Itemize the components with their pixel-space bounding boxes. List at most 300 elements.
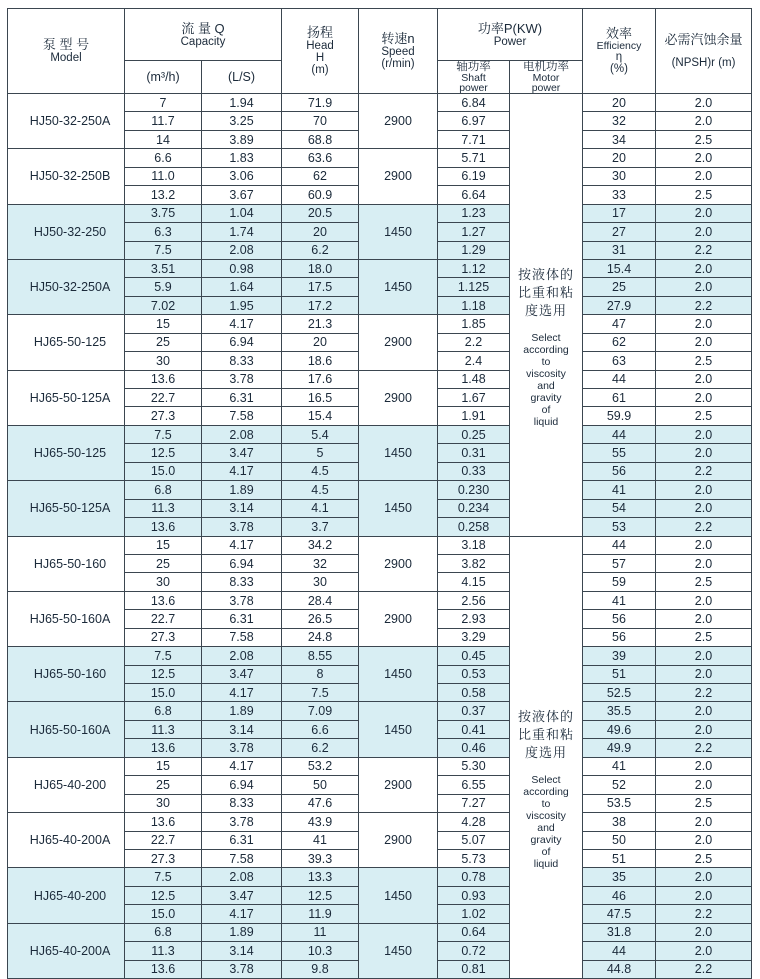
head-cell: 4.1 bbox=[282, 499, 359, 517]
model-cell: HJ65-50-160A bbox=[8, 591, 125, 646]
npsh-cell: 2.0 bbox=[656, 702, 752, 720]
table-row bbox=[8, 481, 752, 499]
capacity-m3h-cell: 15.0 bbox=[125, 684, 202, 702]
shaft-power-cell: 1.91 bbox=[438, 407, 510, 425]
shaft-power-cell: 6.19 bbox=[438, 167, 510, 185]
table-row bbox=[8, 813, 752, 831]
npsh-cell: 2.0 bbox=[656, 923, 752, 941]
speed-header-unit: (r/min) bbox=[381, 58, 415, 70]
head-header bbox=[282, 9, 359, 94]
npsh-cell: 2.0 bbox=[656, 204, 752, 222]
capacity-m3h-cell: 27.3 bbox=[125, 849, 202, 867]
note-en-line: gravity bbox=[530, 391, 562, 404]
npsh-cell: 2.5 bbox=[656, 130, 752, 148]
npsh-cell: 2.5 bbox=[656, 186, 752, 204]
shaft-power-cell: 0.41 bbox=[438, 720, 510, 738]
efficiency-cell: 63 bbox=[583, 352, 656, 370]
capacity-ls-cell: 4.17 bbox=[202, 462, 282, 480]
efficiency-header-cn: 效率 bbox=[605, 26, 632, 41]
efficiency-cell: 49.6 bbox=[583, 720, 656, 738]
note-en-line: to bbox=[541, 355, 551, 368]
npsh-cell: 2.0 bbox=[656, 813, 752, 831]
efficiency-cell: 32 bbox=[583, 112, 656, 130]
capacity-m3h-cell: 11.3 bbox=[125, 942, 202, 960]
capacity-m3h-cell: 22.7 bbox=[125, 831, 202, 849]
capacity-ls-cell: 3.47 bbox=[202, 886, 282, 904]
capacity-ls-cell: 1.94 bbox=[202, 94, 282, 112]
npsh-cell: 2.0 bbox=[656, 776, 752, 794]
capacity-header-en: Capacity bbox=[180, 35, 226, 48]
power-header-en: Power bbox=[493, 35, 527, 48]
npsh-cell: 2.0 bbox=[656, 370, 752, 388]
note-en-line: of bbox=[541, 846, 551, 859]
shaft-power-cell: 4.28 bbox=[438, 813, 510, 831]
efficiency-cell: 35 bbox=[583, 868, 656, 886]
capacity-m3h-cell: 22.7 bbox=[125, 389, 202, 407]
efficiency-cell: 59.9 bbox=[583, 407, 656, 425]
npsh-cell: 2.0 bbox=[656, 831, 752, 849]
shaft-power-cell: 1.67 bbox=[438, 389, 510, 407]
npsh-cell: 2.0 bbox=[656, 536, 752, 554]
capacity-m3h-cell: 12.5 bbox=[125, 886, 202, 904]
speed-cell: 1450 bbox=[359, 702, 438, 757]
npsh-cell: 2.0 bbox=[656, 259, 752, 277]
efficiency-cell: 39 bbox=[583, 647, 656, 665]
head-cell: 4.5 bbox=[282, 462, 359, 480]
npsh-cell: 2.0 bbox=[656, 389, 752, 407]
shaft-power-cell: 2.2 bbox=[438, 333, 510, 351]
efficiency-cell: 53.5 bbox=[583, 794, 656, 812]
shaft-power-cell: 0.93 bbox=[438, 886, 510, 904]
head-cell: 18.6 bbox=[282, 352, 359, 370]
head-cell: 21.3 bbox=[282, 315, 359, 333]
npsh-cell: 2.0 bbox=[656, 278, 752, 296]
head-cell: 20.5 bbox=[282, 204, 359, 222]
table-row bbox=[8, 149, 752, 167]
npsh-cell: 2.2 bbox=[656, 518, 752, 536]
capacity-m3h-cell: 7.02 bbox=[125, 296, 202, 314]
capacity-m3h-cell: 27.3 bbox=[125, 407, 202, 425]
head-cell: 63.6 bbox=[282, 149, 359, 167]
shaft-power-cell: 6.55 bbox=[438, 776, 510, 794]
shaft-power-cell: 0.72 bbox=[438, 942, 510, 960]
npsh-header-en: (NPSH)r (m) bbox=[671, 57, 736, 69]
head-cell: 26.5 bbox=[282, 610, 359, 628]
capacity-ls-cell: 3.47 bbox=[202, 444, 282, 462]
table-row bbox=[8, 868, 752, 886]
capacity-ls-cell: 3.78 bbox=[202, 739, 282, 757]
efficiency-cell: 34 bbox=[583, 130, 656, 148]
head-header-cn: 扬程 bbox=[306, 25, 333, 40]
motor-power-header bbox=[510, 61, 583, 94]
capacity-ls-cell: 3.47 bbox=[202, 665, 282, 683]
capacity-ls-cell: 3.78 bbox=[202, 591, 282, 609]
capacity-m3h-cell: 13.6 bbox=[125, 370, 202, 388]
note-en-line: Select bbox=[531, 331, 561, 344]
model-header-en: Model bbox=[50, 52, 82, 64]
capacity-ls-cell: 3.06 bbox=[202, 167, 282, 185]
npsh-cell: 2.0 bbox=[656, 167, 752, 185]
capacity-m3h-cell: 6.8 bbox=[125, 702, 202, 720]
efficiency-cell: 27.9 bbox=[583, 296, 656, 314]
head-cell: 17.2 bbox=[282, 296, 359, 314]
table-row bbox=[8, 647, 752, 665]
shaft-power-cell: 1.02 bbox=[438, 905, 510, 923]
capacity-m3h-cell: 14 bbox=[125, 130, 202, 148]
capacity-m3h-cell: 11.0 bbox=[125, 167, 202, 185]
efficiency-cell: 31 bbox=[583, 241, 656, 259]
capacity-ls-cell: 0.98 bbox=[202, 259, 282, 277]
capacity-m3h-cell: 25 bbox=[125, 554, 202, 572]
capacity-ls-cell: 7.58 bbox=[202, 849, 282, 867]
capacity-ls-cell: 3.25 bbox=[202, 112, 282, 130]
capacity-ls-cell: 6.31 bbox=[202, 610, 282, 628]
capacity-m3h-cell: 13.6 bbox=[125, 518, 202, 536]
shaft-power-cell: 2.4 bbox=[438, 352, 510, 370]
table-row bbox=[8, 591, 752, 609]
speed-cell: 2900 bbox=[359, 315, 438, 370]
head-cell: 7.5 bbox=[282, 684, 359, 702]
shaft-power-cell: 0.230 bbox=[438, 481, 510, 499]
table-row bbox=[8, 757, 752, 775]
model-cell: HJ65-40-200 bbox=[8, 868, 125, 923]
note-cn-line: 比重和粘 bbox=[517, 727, 574, 743]
head-header-unit: (m) bbox=[311, 64, 329, 76]
shaft-power-cell: 5.71 bbox=[438, 149, 510, 167]
capacity-ls-cell: 3.78 bbox=[202, 960, 282, 978]
shaft-power-cell: 0.234 bbox=[438, 499, 510, 517]
capacity-ls-cell: 1.64 bbox=[202, 278, 282, 296]
capacity-m3h-cell: 7.5 bbox=[125, 241, 202, 259]
head-cell: 12.5 bbox=[282, 886, 359, 904]
npsh-cell: 2.2 bbox=[656, 905, 752, 923]
capacity-m3h-cell: 22.7 bbox=[125, 610, 202, 628]
capacity-m3h-cell: 6.8 bbox=[125, 481, 202, 499]
npsh-cell: 2.0 bbox=[656, 315, 752, 333]
capacity-ls-cell: 1.74 bbox=[202, 223, 282, 241]
efficiency-cell: 56 bbox=[583, 628, 656, 646]
speed-cell: 1450 bbox=[359, 204, 438, 259]
shaft-power-cell: 3.82 bbox=[438, 554, 510, 572]
efficiency-cell: 35.5 bbox=[583, 702, 656, 720]
speed-cell: 2900 bbox=[359, 813, 438, 868]
efficiency-cell: 41 bbox=[583, 591, 656, 609]
npsh-cell: 2.2 bbox=[656, 296, 752, 314]
head-cell: 6.2 bbox=[282, 739, 359, 757]
head-cell: 3.7 bbox=[282, 518, 359, 536]
model-cell: HJ50-32-250 bbox=[8, 204, 125, 259]
npsh-cell: 2.0 bbox=[656, 610, 752, 628]
shaft-power-cell: 7.71 bbox=[438, 130, 510, 148]
head-header-symbol: H bbox=[315, 52, 325, 64]
shaft-power-cell: 1.18 bbox=[438, 296, 510, 314]
capacity-m3h-cell: 6.3 bbox=[125, 223, 202, 241]
head-cell: 5.4 bbox=[282, 425, 359, 443]
shaft-power-en2: power bbox=[459, 82, 488, 94]
head-cell: 6.6 bbox=[282, 720, 359, 738]
shaft-power-cell: 2.56 bbox=[438, 591, 510, 609]
capacity-unit-ls: (L/S) bbox=[202, 61, 282, 94]
model-cell: HJ50-32-250A bbox=[8, 259, 125, 314]
capacity-ls-cell: 4.17 bbox=[202, 536, 282, 554]
efficiency-cell: 38 bbox=[583, 813, 656, 831]
note-en-line: viscosity bbox=[526, 810, 566, 823]
npsh-cell: 2.0 bbox=[656, 333, 752, 351]
capacity-m3h-cell: 3.51 bbox=[125, 259, 202, 277]
capacity-unit-m3h: (m³/h) bbox=[125, 61, 202, 94]
shaft-power-cell: 5.73 bbox=[438, 849, 510, 867]
head-cell: 17.5 bbox=[282, 278, 359, 296]
head-cell: 16.5 bbox=[282, 389, 359, 407]
capacity-ls-cell: 6.94 bbox=[202, 554, 282, 572]
head-cell: 8 bbox=[282, 665, 359, 683]
capacity-ls-cell: 4.17 bbox=[202, 905, 282, 923]
head-cell: 13.3 bbox=[282, 868, 359, 886]
efficiency-cell: 61 bbox=[583, 389, 656, 407]
npsh-cell: 2.0 bbox=[656, 591, 752, 609]
model-header bbox=[8, 9, 125, 94]
capacity-ls-cell: 3.78 bbox=[202, 518, 282, 536]
efficiency-cell: 44 bbox=[583, 370, 656, 388]
shaft-power-cell: 0.46 bbox=[438, 739, 510, 757]
model-cell: HJ65-50-125 bbox=[8, 425, 125, 480]
npsh-cell: 2.0 bbox=[656, 757, 752, 775]
efficiency-cell: 54 bbox=[583, 499, 656, 517]
npsh-cell: 2.2 bbox=[656, 739, 752, 757]
head-cell: 28.4 bbox=[282, 591, 359, 609]
efficiency-cell: 44 bbox=[583, 942, 656, 960]
capacity-header bbox=[125, 9, 282, 61]
shaft-power-cell: 1.23 bbox=[438, 204, 510, 222]
spec-table-body bbox=[8, 94, 752, 979]
capacity-ls-cell: 3.89 bbox=[202, 130, 282, 148]
shaft-power-cell: 3.29 bbox=[438, 628, 510, 646]
shaft-power-cell: 1.12 bbox=[438, 259, 510, 277]
model-cell: HJ65-50-160A bbox=[8, 702, 125, 757]
capacity-m3h-cell: 15 bbox=[125, 315, 202, 333]
npsh-cell: 2.2 bbox=[656, 684, 752, 702]
capacity-ls-cell: 4.17 bbox=[202, 757, 282, 775]
efficiency-cell: 53 bbox=[583, 518, 656, 536]
capacity-m3h-cell: 7.5 bbox=[125, 647, 202, 665]
note-en-line: Select bbox=[531, 774, 561, 787]
shaft-power-cell: 0.25 bbox=[438, 425, 510, 443]
capacity-m3h-cell: 11.3 bbox=[125, 499, 202, 517]
table-row bbox=[8, 536, 752, 554]
head-cell: 7.09 bbox=[282, 702, 359, 720]
npsh-cell: 2.0 bbox=[656, 481, 752, 499]
capacity-m3h-cell: 30 bbox=[125, 352, 202, 370]
capacity-header-cn: 流 量 Q bbox=[181, 20, 225, 36]
head-cell: 20 bbox=[282, 333, 359, 351]
table-row bbox=[8, 702, 752, 720]
speed-cell: 2900 bbox=[359, 149, 438, 204]
capacity-ls-cell: 2.08 bbox=[202, 868, 282, 886]
capacity-m3h-cell: 13.6 bbox=[125, 591, 202, 609]
motor-power-cn: 电机功率 bbox=[523, 61, 569, 73]
capacity-m3h-cell: 11.7 bbox=[125, 112, 202, 130]
head-cell: 47.6 bbox=[282, 794, 359, 812]
npsh-header-cn: 必需汽蚀余量 bbox=[664, 32, 743, 47]
capacity-ls-cell: 2.08 bbox=[202, 425, 282, 443]
npsh-cell: 2.0 bbox=[656, 444, 752, 462]
power-header bbox=[438, 9, 583, 61]
model-cell: HJ65-50-125 bbox=[8, 315, 125, 370]
efficiency-cell: 15.4 bbox=[583, 259, 656, 277]
capacity-m3h-cell: 6.6 bbox=[125, 149, 202, 167]
npsh-cell: 2.0 bbox=[656, 942, 752, 960]
npsh-cell: 2.2 bbox=[656, 960, 752, 978]
table-row bbox=[8, 370, 752, 388]
note-cn-line: 度选用 bbox=[524, 302, 567, 318]
capacity-ls-cell: 3.67 bbox=[202, 186, 282, 204]
capacity-ls-cell: 1.04 bbox=[202, 204, 282, 222]
capacity-ls-cell: 4.17 bbox=[202, 684, 282, 702]
shaft-power-cn: 轴功率 bbox=[456, 61, 491, 73]
speed-cell: 1450 bbox=[359, 647, 438, 702]
capacity-m3h-cell: 5.9 bbox=[125, 278, 202, 296]
shaft-power-cell: 0.33 bbox=[438, 462, 510, 480]
head-cell: 15.4 bbox=[282, 407, 359, 425]
npsh-cell: 2.5 bbox=[656, 407, 752, 425]
shaft-power-cell: 0.258 bbox=[438, 518, 510, 536]
capacity-m3h-cell: 13.6 bbox=[125, 739, 202, 757]
efficiency-cell: 25 bbox=[583, 278, 656, 296]
model-cell: HJ65-50-160 bbox=[8, 647, 125, 702]
capacity-m3h-cell: 3.75 bbox=[125, 204, 202, 222]
capacity-ls-cell: 2.08 bbox=[202, 241, 282, 259]
efficiency-cell: 44 bbox=[583, 425, 656, 443]
note-en-line: of bbox=[541, 403, 551, 416]
head-cell: 18.0 bbox=[282, 259, 359, 277]
capacity-m3h-cell: 15 bbox=[125, 757, 202, 775]
capacity-ls-cell: 3.78 bbox=[202, 370, 282, 388]
npsh-cell: 2.0 bbox=[656, 94, 752, 112]
head-cell: 11 bbox=[282, 923, 359, 941]
shaft-power-cell: 1.48 bbox=[438, 370, 510, 388]
model-cell: HJ65-50-125A bbox=[8, 370, 125, 425]
shaft-power-cell: 1.27 bbox=[438, 223, 510, 241]
npsh-cell: 2.0 bbox=[656, 868, 752, 886]
head-cell: 5 bbox=[282, 444, 359, 462]
shaft-power-cell: 0.78 bbox=[438, 868, 510, 886]
efficiency-cell: 44.8 bbox=[583, 960, 656, 978]
shaft-power-cell: 0.37 bbox=[438, 702, 510, 720]
capacity-m3h-cell: 25 bbox=[125, 333, 202, 351]
capacity-m3h-cell: 6.8 bbox=[125, 923, 202, 941]
note-en-line: liquid bbox=[533, 415, 559, 428]
efficiency-header-unit: (%) bbox=[610, 63, 628, 75]
npsh-cell: 2.0 bbox=[656, 112, 752, 130]
speed-header-en: Speed bbox=[381, 46, 415, 58]
capacity-ls-cell: 1.89 bbox=[202, 923, 282, 941]
head-cell: 68.8 bbox=[282, 130, 359, 148]
capacity-m3h-cell: 27.3 bbox=[125, 628, 202, 646]
note-en-text bbox=[510, 332, 582, 428]
capacity-m3h-cell: 25 bbox=[125, 776, 202, 794]
note-en-line: gravity bbox=[530, 834, 562, 847]
npsh-cell: 2.0 bbox=[656, 647, 752, 665]
power-header-cn: 功率P(KW) bbox=[477, 20, 543, 36]
model-cell: HJ65-50-160 bbox=[8, 536, 125, 591]
capacity-m3h-cell: 7 bbox=[125, 94, 202, 112]
table-row bbox=[8, 425, 752, 443]
capacity-ls-cell: 4.17 bbox=[202, 315, 282, 333]
efficiency-header-en: Efficiency bbox=[596, 40, 642, 52]
head-cell: 17.6 bbox=[282, 370, 359, 388]
shaft-power-cell: 0.53 bbox=[438, 665, 510, 683]
npsh-cell: 2.0 bbox=[656, 554, 752, 572]
capacity-ls-cell: 2.08 bbox=[202, 647, 282, 665]
note-en-line: liquid bbox=[533, 858, 559, 871]
shaft-power-cell: 0.64 bbox=[438, 923, 510, 941]
note-en-line: according bbox=[523, 786, 569, 799]
npsh-cell: 2.5 bbox=[656, 628, 752, 646]
speed-cell: 2900 bbox=[359, 94, 438, 149]
efficiency-cell: 50 bbox=[583, 831, 656, 849]
npsh-header bbox=[656, 9, 752, 94]
capacity-ls-cell: 7.58 bbox=[202, 407, 282, 425]
model-cell: HJ65-40-200A bbox=[8, 923, 125, 978]
head-cell: 34.2 bbox=[282, 536, 359, 554]
capacity-ls-cell: 8.33 bbox=[202, 573, 282, 591]
capacity-m3h-cell: 15.0 bbox=[125, 462, 202, 480]
head-cell: 30 bbox=[282, 573, 359, 591]
head-cell: 32 bbox=[282, 554, 359, 572]
speed-cell: 1450 bbox=[359, 481, 438, 536]
shaft-power-cell: 0.45 bbox=[438, 647, 510, 665]
npsh-cell: 2.5 bbox=[656, 352, 752, 370]
shaft-power-header bbox=[438, 61, 510, 94]
capacity-ls-cell: 7.58 bbox=[202, 628, 282, 646]
head-cell: 4.5 bbox=[282, 481, 359, 499]
head-cell: 41 bbox=[282, 831, 359, 849]
note-en-line: and bbox=[537, 822, 555, 835]
capacity-ls-cell: 1.95 bbox=[202, 296, 282, 314]
efficiency-cell: 46 bbox=[583, 886, 656, 904]
npsh-cell: 2.0 bbox=[656, 665, 752, 683]
efficiency-cell: 56 bbox=[583, 462, 656, 480]
head-cell: 53.2 bbox=[282, 757, 359, 775]
motor-power-en1: Motor bbox=[532, 72, 560, 84]
efficiency-cell: 59 bbox=[583, 573, 656, 591]
efficiency-cell: 51 bbox=[583, 665, 656, 683]
head-cell: 39.3 bbox=[282, 849, 359, 867]
shaft-power-cell: 6.64 bbox=[438, 186, 510, 204]
efficiency-cell: 52.5 bbox=[583, 684, 656, 702]
shaft-power-cell: 1.85 bbox=[438, 315, 510, 333]
motor-power-en2: power bbox=[531, 82, 561, 94]
head-cell: 6.2 bbox=[282, 241, 359, 259]
motor-power-note bbox=[510, 536, 583, 979]
head-cell: 8.55 bbox=[282, 647, 359, 665]
head-cell: 50 bbox=[282, 776, 359, 794]
shaft-power-cell: 0.81 bbox=[438, 960, 510, 978]
head-cell: 11.9 bbox=[282, 905, 359, 923]
efficiency-cell: 30 bbox=[583, 167, 656, 185]
capacity-m3h-cell: 12.5 bbox=[125, 444, 202, 462]
note-en-text bbox=[510, 774, 582, 870]
capacity-m3h-cell: 7.5 bbox=[125, 868, 202, 886]
capacity-m3h-cell: 13.2 bbox=[125, 186, 202, 204]
efficiency-header bbox=[583, 9, 656, 94]
npsh-cell: 2.5 bbox=[656, 573, 752, 591]
capacity-m3h-cell: 15 bbox=[125, 536, 202, 554]
capacity-ls-cell: 3.14 bbox=[202, 942, 282, 960]
capacity-m3h-cell: 30 bbox=[125, 794, 202, 812]
model-cell: HJ65-40-200 bbox=[8, 757, 125, 812]
npsh-cell: 2.0 bbox=[656, 720, 752, 738]
